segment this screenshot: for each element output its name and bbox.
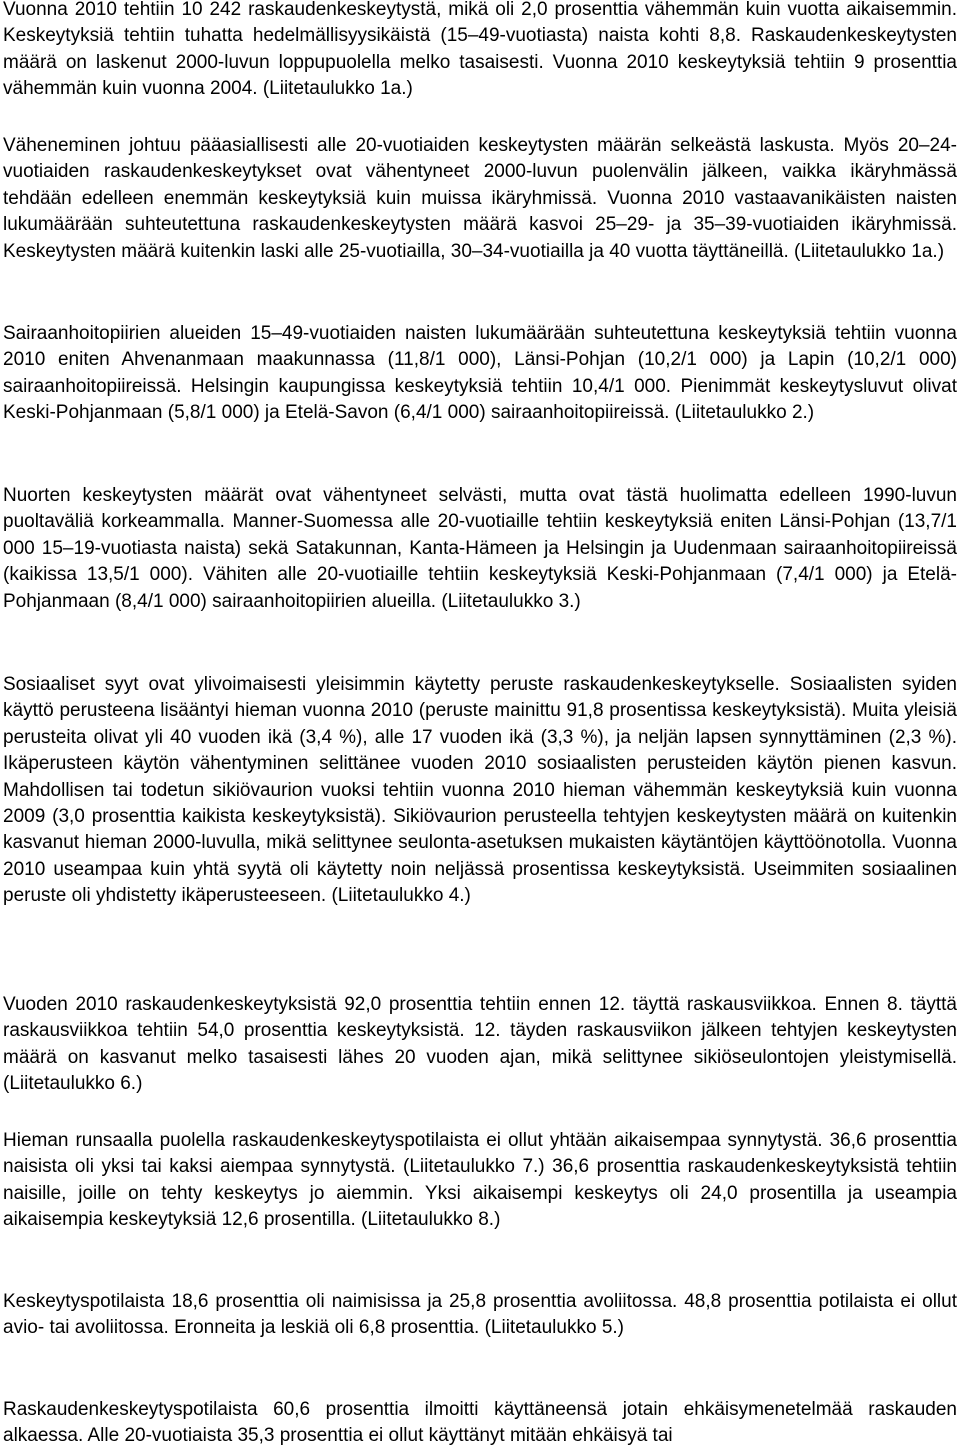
paragraph-abortion-totals: Vuonna 2010 tehtiin 10 242 raskaudenkeskeytystä, mikä oli 2,0 prosenttia vähemmän kuin vuotta aikaisemmin. Keskeytyksiä tehtiin tuhatta hedelmällisyysikäistä (15–49-vuotiasta) naista kohti 8,8. Raskaudenkeskeytysten määrä on laskenut 2000-luvun loppupuolella melko tasaisesti. Vuonna 2010 keskeytyksiä tehtiin 9 prosenttia vähemmän kuin vuonna 2004. (Liitetaulukko 1a.)	[3, 0, 957, 100]
paragraph-previous-births: Hieman runsaalla puolella raskaudenkeskeytyspotilaista ei ollut yhtään aikaisempaa synnytystä. 36,6 prosenttia naisista oli yksi tai kaksi aiempaa synnytystä. (Liitetaulukko 7.) 36,6 prosenttia raskaudenkeskeytyksistä tehtiin naisille, joille on tehty keskeytys jo aiemmin. Yksi aikaisempi keskeytys oli 24,0 prosentilla ja useampia aikaisempia keskeytyksiä 12,6 prosentilla. (Liitetaulukko 8.)	[3, 1130, 957, 1231]
paragraph-age-group-decline: Väheneminen johtuu pääasiallisesti alle 20-vuotiaiden keskeytysten määrän selkeästä laskusta. Myös 20–24-vuotiaiden raskaudenkeskeytykset ovat vähentyneet 2000-luvun puolenvälin jälkeen, vaikka ikäryhmässä tehdään edelleen enemmän keskeytyksiä kuin muissa ikäryhmissä. Vuonna 2010 vastaavanikäisten naisten lukumäärään suhteutettuna raskaudenkeskeytysten määrä kasvoi 25–29- ja 35–39-vuotiaiden ikäryhmissä. Keskeytysten määrä kuitenkin laski alle 25-vuotiailla, 30–34-vuotiailla ja 40 vuotta täyttäneillä. (Liitetaulukko 1a.)	[3, 135, 957, 262]
paragraph-hospital-districts: Sairaanhoitopiirien alueiden 15–49-vuotiaiden naisten lukumäärään suhteutettuna keskeytyksiä tehtiin vuonna 2010 eniten Ahvenanmaan maakunnassa (11,8/1 000), Länsi-Pohjan (10,2/1 000) ja Lapin (10,2/1 000) sairaanhoitopiireissä. Helsingin kaupungissa keskeytyksiä tehtiin 10,4/1 000. Pienimmät keskeytysluvut olivat Keski-Pohjanmaan (5,8/1 000) ja Etelä-Savon (6,4/1 000) sairaanhoitopiireissä. (Liitetaulukko 2.)	[3, 323, 957, 424]
paragraph-contraception: Raskaudenkeskeytyspotilaista 60,6 prosenttia ilmoitti käyttäneensä jotain ehkäisymenetelmää raskauden alkaessa. Alle 20-vuotiaista 35,3 prosenttia ei ollut käyttänyt mitään ehkäisyä tai	[3, 1399, 957, 1447]
paragraph-youth-abortions: Nuorten keskeytysten määrät ovat vähentyneet selvästi, mutta ovat tästä huolimatta edelleen 1990-luvun puoltaväliä korkeammalla. Manner-Suomessa alle 20-vuotiaille tehtiin keskeytyksiä eniten Länsi-Pohjan (13,7/1 000 15–19-vuotiasta naista) sekä Satakunnan, Kanta-Hämeen ja Helsingin ja Uudenmaan sairaanhoitopiireissä (kaikissa 13,5/1 000). Vähiten alle 20-vuotiaille tehtiin keskeytyksiä Keski-Pohjanmaan (7,4/1 000) ja Etelä-Pohjanmaan (8,4/1 000) sairaanhoitopiirien alueilla. (Liitetaulukko 3.)	[3, 485, 957, 612]
paragraph-marital-status: Keskeytyspotilaista 18,6 prosenttia oli naimisissa ja 25,8 prosenttia avoliitossa. 48,8 prosenttia potilaista ei ollut avio- tai avoliitossa. Eronneita ja leskiä oli 6,8 prosenttia. (Liitetaulukko 5.)	[3, 1291, 957, 1339]
paragraph-grounds-for-abortion: Sosiaaliset syyt ovat ylivoimaisesti yleisimmin käytetty peruste raskaudenkeskeytykselle. Sosiaalisten syiden käyttö perusteena lisääntyi hieman vuonna 2010 (peruste mainittu 91,8 prosentissa keskeytyksistä). Muita yleisiä perusteita olivat yli 40 vuoden ikä (3,4 %), alle 17 vuoden ikä (3,3 %), ja neljän lapsen synnyttäminen (2,3 %). Ikäperusteen käytön vähentyminen selittänee vuoden 2010 sosiaalisten perusteiden käytön pienen kasvun. Mahdollisen tai todetun sikiövaurion vuoksi tehtiin vuonna 2010 hieman vähemmän keskeytyksiä kuin vuonna 2009 (3,0 prosenttia kaikista keskeytyksistä). Sikiövaurion perusteella tehtyjen keskeytysten määrä on kuitenkin kasvanut hieman 2000-luvulla, mikä selittynee seulonta-asetuksen mukaisten käytäntöjen käyttöönotolla. Vuonna 2010 useampaa kuin yhtä syytä oli käytetty noin neljässä prosentissa keskeytyksistä. Useimmiten sosiaalinen peruste oli yhdistetty ikäperusteeseen. (Liitetaulukko 4.)	[3, 674, 957, 907]
paragraph-gestation-weeks: Vuoden 2010 raskaudenkeskeytyksistä 92,0 prosenttia tehtiin ennen 12. täyttä raskausviikkoa. Ennen 8. täyttä raskausviikkoa tehtiin 54,0 prosenttia keskeytyksistä. 12. täyden raskausviikon jälkeen tehtyjen keskeytysten määrä on kasvanut melko tasaisesti lähes 20 vuoden ajan, mikä selittynee sikiöseulontojen yleistymisellä. (Liitetaulukko 6.)	[3, 994, 957, 1095]
